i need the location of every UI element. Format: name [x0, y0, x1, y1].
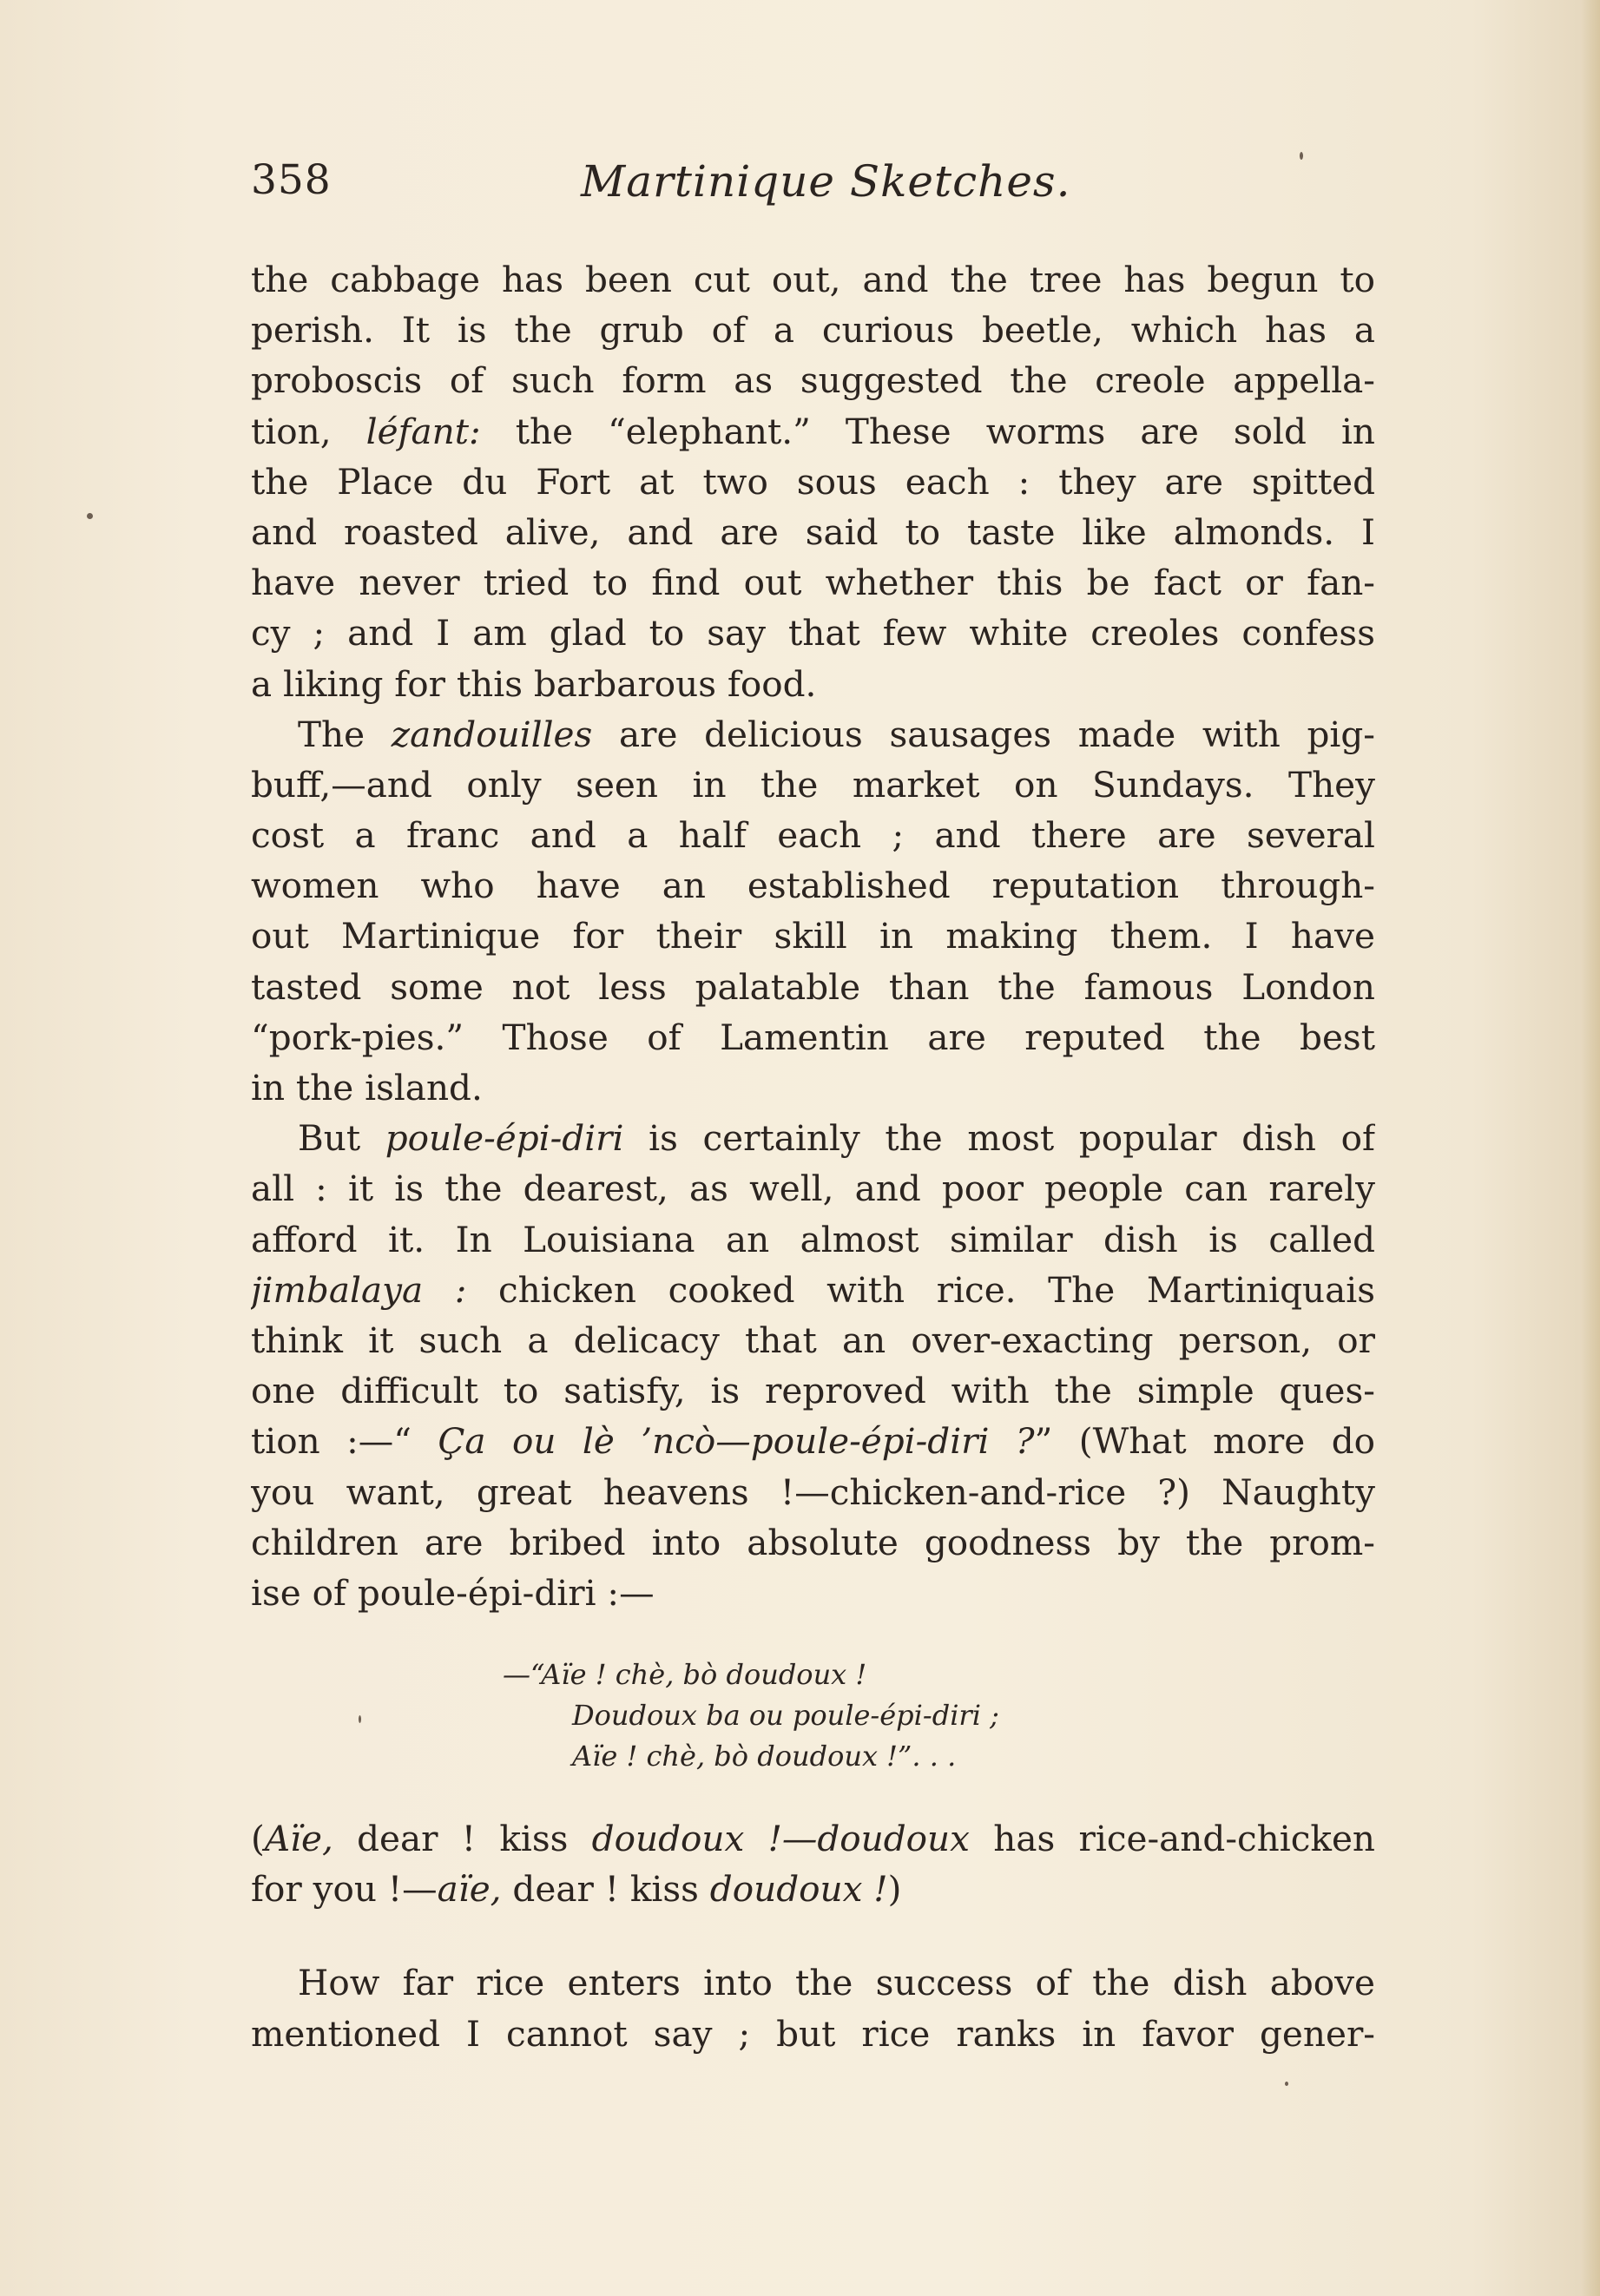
- text-span: are delicious sausages made with pig-: [592, 713, 1375, 755]
- page-header: [251, 156, 1375, 226]
- verse-line: Aïe ! chè, bò doudoux !”. . .: [572, 1740, 957, 1773]
- text-line: the cabbage has been cut out, and the tree has begun to: [251, 259, 1375, 300]
- text-line: [251, 1265, 1375, 1315]
- text-line: [251, 1864, 1375, 1914]
- text-span: tion :—“: [251, 1420, 438, 1463]
- text-line: buff,—and only seen in the market on Sundays. They: [251, 763, 1375, 806]
- text-span: tion,: [251, 410, 366, 452]
- text-line: cost a franc and a half each ; and there are several: [251, 814, 1375, 857]
- italic-term: aïe,: [437, 1868, 502, 1911]
- text-line: think it such a delicacy that an over-exacting person, or: [251, 1319, 1375, 1361]
- text-line: [251, 709, 1375, 760]
- text-line: tasted some not less palatable than the famous London: [251, 965, 1375, 1008]
- verse-line: —“Aïe ! chè, bò doudoux !: [503, 1658, 867, 1692]
- text-line: [251, 1113, 1375, 1163]
- ink-speck: [87, 513, 93, 519]
- ink-speck: [1285, 2082, 1288, 2086]
- italic-term: poule-épi-diri: [385, 1117, 624, 1160]
- text-line: a liking for this barbarous food.: [251, 662, 817, 705]
- text-span: for you !—: [251, 1868, 438, 1911]
- text-span: chicken cooked with rice. The Martiniquais: [466, 1268, 1375, 1311]
- running-title: Martinique Sketches.: [581, 156, 1071, 207]
- ink-speck: [1300, 152, 1303, 160]
- text-span: has rice-and-chicken: [969, 1818, 1375, 1860]
- text-line: How far rice enters into the success of the dish above: [298, 1962, 1375, 2004]
- verse-block: [251, 1655, 1375, 1777]
- italic-phrase: Ça ou lè ’ncò—poule-épi-diri ?: [438, 1420, 1035, 1463]
- text-line: children are bribed into absolute goodness by the prom-: [251, 1521, 1375, 1563]
- text-span: ): [887, 1868, 902, 1911]
- italic-term: doudoux !: [709, 1868, 888, 1911]
- text-span: (: [251, 1818, 265, 1860]
- page-number: 358: [251, 156, 332, 204]
- text-line: proboscis of such form as suggested the creole appella-: [251, 359, 1375, 402]
- italic-term: léfant:: [365, 410, 481, 452]
- text-span: But: [298, 1117, 385, 1160]
- text-line: perish. It is the grub of a curious beetle, which has a: [251, 309, 1375, 352]
- text-line: you want, great heavens !—chicken-and-rice ?) Naughty: [251, 1470, 1375, 1513]
- text-span: dear ! kiss: [501, 1868, 710, 1911]
- text-line: cy ; and I am glad to say that few white creoles confess: [251, 612, 1375, 655]
- text-line: out Martinique for their skill in making them. I have: [251, 915, 1375, 957]
- text-line: ise of poule-épi-diri :—: [251, 1571, 655, 1614]
- text-line: women who have an established reputation through-: [251, 865, 1375, 907]
- text-span: is certainly the most popular dish of: [623, 1117, 1375, 1160]
- italic-term: jimbalaya :: [251, 1268, 467, 1311]
- italic-term: Aïe,: [264, 1818, 333, 1860]
- text-span: The: [298, 713, 392, 755]
- text-line: have never tried to find out whether this be fact or fan-: [251, 562, 1375, 604]
- italic-term: zandouilles: [391, 713, 593, 755]
- text-line: all : it is the dearest, as well, and poor people can rarely: [251, 1168, 1375, 1210]
- italic-term: doudoux !—doudoux: [591, 1818, 970, 1860]
- verse-line: Doudoux ba ou poule-épi-diri ;: [572, 1699, 999, 1733]
- body-text: [251, 254, 1375, 2059]
- text-span: ” (What more do: [1034, 1420, 1375, 1463]
- text-line: [251, 1416, 1375, 1466]
- text-line: “pork-pies.” Those of Lamentin are reputed the best: [251, 1016, 1375, 1058]
- text-line: the Place du Fort at two sous each : they are spitted: [251, 460, 1375, 503]
- text-line: mentioned I cannot say ; but rice ranks in favor gener-: [251, 2012, 1375, 2055]
- text-line: [251, 406, 1375, 457]
- page-edge: [1581, 0, 1600, 2296]
- text-line: afford it. In Louisiana an almost similar dish is called: [251, 1218, 1375, 1260]
- text-line: in the island.: [251, 1067, 483, 1109]
- text-span: the “elephant.” These worms are sold in: [480, 410, 1375, 452]
- text-line: one difficult to satisfy, is reproved with the simple ques-: [251, 1370, 1375, 1412]
- ink-speck: [359, 1715, 361, 1723]
- text-span: dear ! kiss: [333, 1818, 592, 1860]
- text-line: and roasted alive, and are said to taste like almonds. I: [251, 510, 1375, 553]
- text-line: [251, 1813, 1375, 1864]
